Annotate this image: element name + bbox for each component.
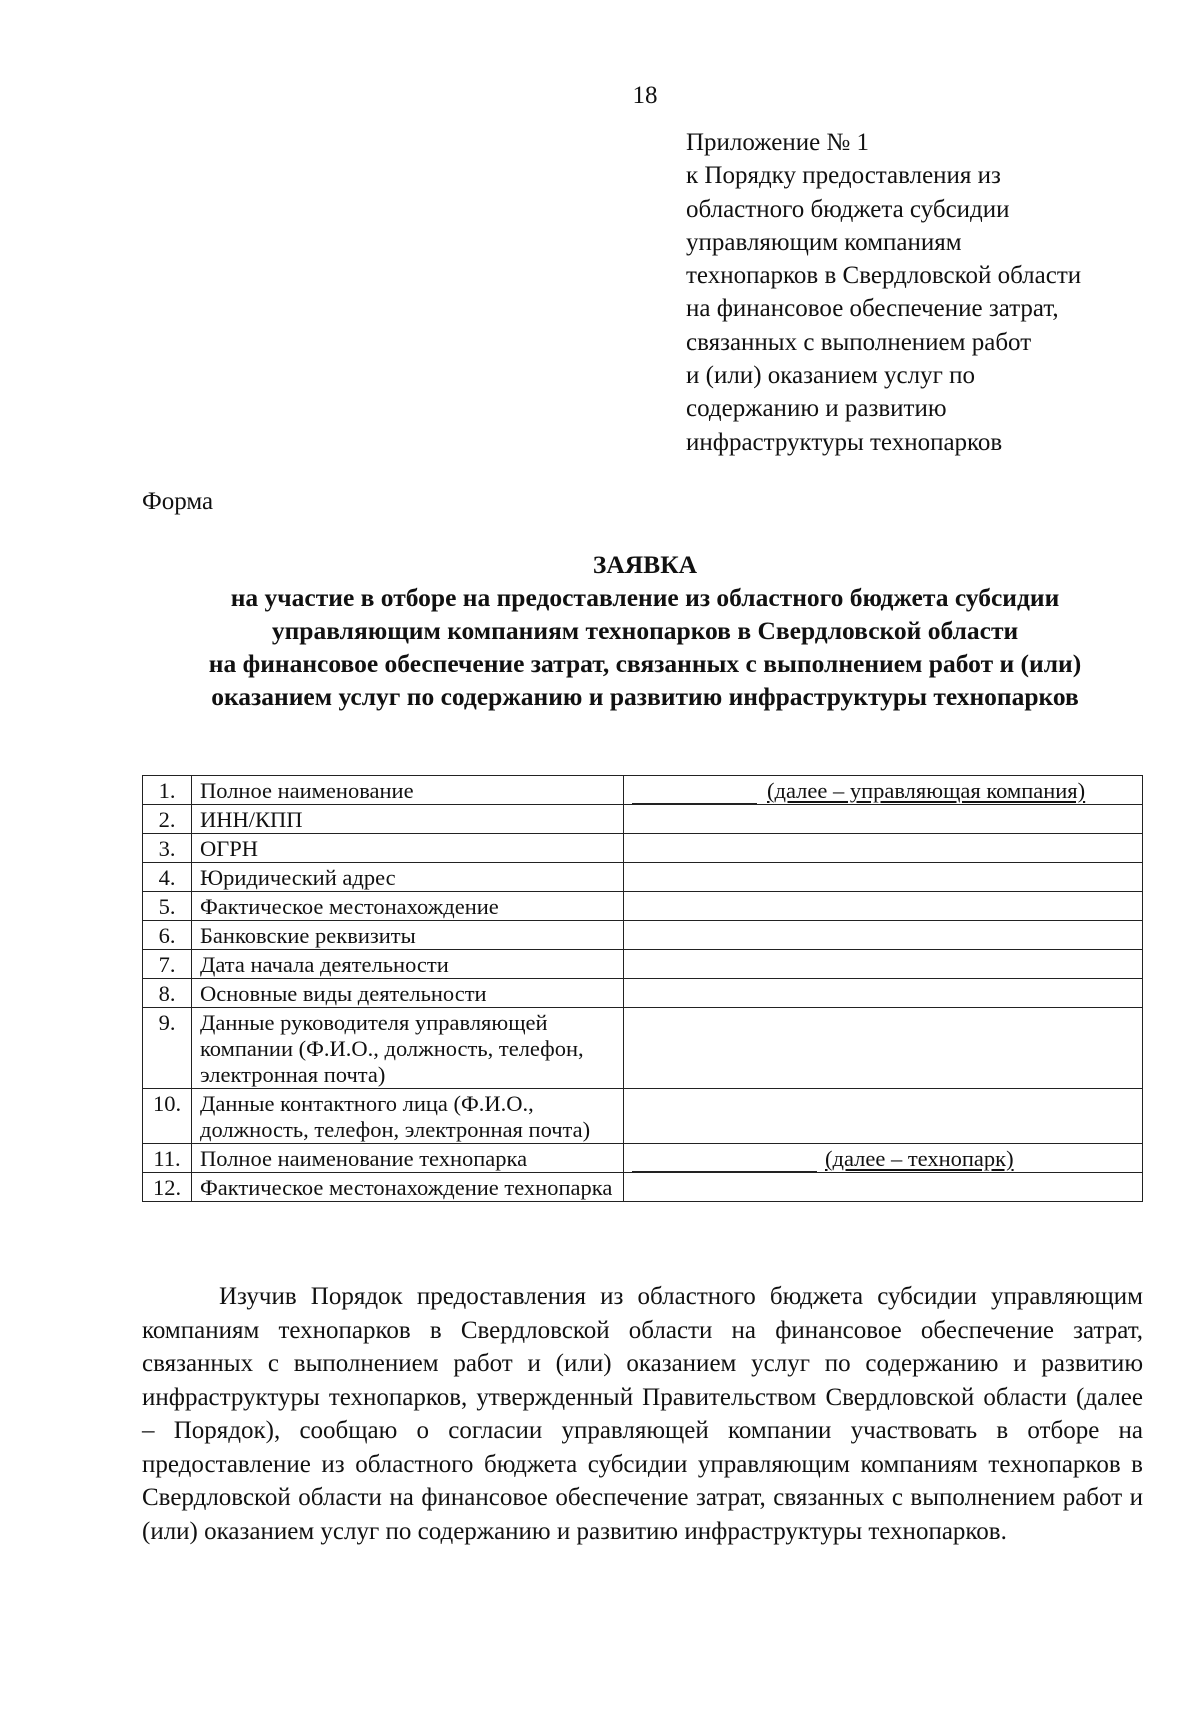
- row-value-text: (далее – технопарк): [825, 1146, 1014, 1171]
- row-label: Данные руководителя управляющей компании (Ф.И.О., должность, телефон, электронная почта): [192, 1008, 624, 1089]
- statement-text: Изучив Порядок предоставления из областного бюджета субсидии управляющим компаниям технопарков в Свердловской области на финансовое обеспечение затрат, связанных с выполнением работ и (или) оказанием услуг по содержанию и развитию инфраструктуры технопарков, утвержденный Правительством Свердловской области (далее – Порядок), сообщаю о согласии управляющей компании участвовать в отборе на предоставление из областного бюджета субсидии управляющим компаниям технопарков в Свердловской области на финансовое обеспечение затрат, связанных с выполнением работ и (или) оказанием услуг по содержанию и развитию инфраструктуры технопарков.: [142, 1283, 1143, 1545]
- row-label: Фактическое местонахождение: [192, 892, 624, 921]
- row-value[interactable]: [624, 892, 1143, 921]
- row-number: 3.: [143, 834, 192, 863]
- form-label: Форма: [142, 488, 214, 515]
- appendix-line: управляющим компаниям: [686, 228, 962, 256]
- appendix-line: и (или) оказанием услуг по: [686, 362, 975, 390]
- page-number: 18: [632, 82, 658, 109]
- table-row: [143, 834, 1143, 863]
- row-value[interactable]: [624, 834, 1143, 863]
- row-value[interactable]: [624, 776, 1143, 805]
- row-number: 8.: [143, 979, 192, 1008]
- row-number: 10.: [143, 1089, 192, 1144]
- row-label: ОГРН: [192, 834, 624, 863]
- row-number: 1.: [143, 776, 192, 805]
- row-value-text: (далее – управляющая компания): [767, 778, 1086, 803]
- row-number: 11.: [143, 1144, 192, 1173]
- statement-paragraph: [142, 1280, 1143, 1548]
- appendix-note: [686, 126, 1166, 459]
- row-number: 6.: [143, 921, 192, 950]
- appendix-line: на финансовое обеспечение затрат,: [686, 295, 1059, 323]
- row-label: Юридический адрес: [192, 863, 624, 892]
- row-value[interactable]: [624, 1173, 1143, 1202]
- appendix-line: технопарков в Свердловской области: [686, 262, 1082, 290]
- row-label: Полное наименование: [192, 776, 624, 805]
- appendix-line: содержанию и развитию: [686, 395, 947, 423]
- table-row: [143, 921, 1143, 950]
- row-label: Основные виды деятельности: [192, 979, 624, 1008]
- row-value[interactable]: [624, 863, 1143, 892]
- row-number: 5.: [143, 892, 192, 921]
- row-value[interactable]: [624, 1144, 1143, 1173]
- row-label: Банковские реквизиты: [192, 921, 624, 950]
- title-heading: ЗАЯВКА: [592, 550, 698, 579]
- table-row: [143, 1173, 1143, 1202]
- title-line: управляющим компаниям технопарков в Свердловской области: [271, 616, 1019, 645]
- row-label: Полное наименование технопарка: [192, 1144, 624, 1173]
- blank-line: [632, 783, 757, 804]
- title-line: оказанием услуг по содержанию и развитию инфраструктуры технопарков: [211, 682, 1079, 711]
- row-value[interactable]: [624, 921, 1143, 950]
- table-row: [143, 1008, 1143, 1089]
- document-title: [120, 548, 1170, 713]
- title-line: на участие в отборе на предоставление из областного бюджета субсидии: [230, 583, 1060, 612]
- row-label: Фактическое местонахождение технопарка: [192, 1173, 624, 1202]
- table-row: [143, 805, 1143, 834]
- row-value[interactable]: [624, 805, 1143, 834]
- row-number: 7.: [143, 950, 192, 979]
- appendix-line: Приложение № 1: [686, 129, 870, 156]
- table-row: [143, 1089, 1143, 1144]
- row-label: Дата начала деятельности: [192, 950, 624, 979]
- row-number: 2.: [143, 805, 192, 834]
- application-table: [142, 775, 1143, 1202]
- table-row: [143, 776, 1143, 805]
- table-row: [143, 950, 1143, 979]
- row-value[interactable]: [624, 1089, 1143, 1144]
- appendix-line: инфраструктуры технопарков: [686, 428, 1003, 456]
- row-label: ИНН/КПП: [192, 805, 624, 834]
- appendix-line: к Порядку предоставления из: [686, 162, 1001, 190]
- table-row: [143, 892, 1143, 921]
- table-row: [143, 863, 1143, 892]
- row-label: Данные контактного лица (Ф.И.О., должность, телефон, электронная почта): [192, 1089, 624, 1144]
- row-value[interactable]: [624, 950, 1143, 979]
- row-value[interactable]: [624, 1008, 1143, 1089]
- title-line: на финансовое обеспечение затрат, связанных с выполнением работ и (или): [208, 649, 1082, 678]
- table-row: [143, 979, 1143, 1008]
- row-number: 12.: [143, 1173, 192, 1202]
- blank-line: [632, 1151, 817, 1172]
- appendix-line: связанных с выполнением работ: [686, 328, 1032, 356]
- row-number: 4.: [143, 863, 192, 892]
- table-row: [143, 1144, 1143, 1173]
- row-number: 9.: [143, 1008, 192, 1089]
- appendix-line: областного бюджета субсидии: [686, 195, 1010, 223]
- row-value[interactable]: [624, 979, 1143, 1008]
